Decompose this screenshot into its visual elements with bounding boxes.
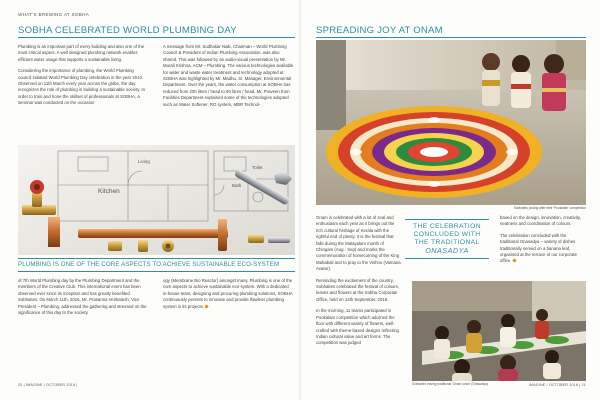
onam-photo: [316, 40, 586, 205]
pull-caption: PLUMBING IS ONE OF THE CORE ASPECTS TO ACHIEVE SUSTAINABLE ECO-SYSTEM: [18, 261, 280, 268]
pull-quote-line: CONCLUDED WITH: [413, 231, 481, 238]
paragraph: Onam is celebrated with a lot of zeal and enthusiasm each year as it brings out the rich cultural heritage of Kerala with the rightful end of plenty. It is the festival that falls during the Malayalam month of Chingam (Aug - Sep) and marks the commemoration of homecoming of the King Mahabali and to pray to the Vishnu (Vamana Avatar).: [316, 215, 401, 272]
copper-pipe: [78, 229, 228, 238]
end-mark-icon: [512, 259, 516, 263]
end-mark-icon: [205, 304, 209, 308]
article-column-4: [163, 278, 294, 315]
pookalam-flower-carpet: [326, 106, 542, 198]
group-of-women: [482, 53, 566, 111]
plumbing-photo: [18, 145, 295, 255]
copper-pipe-vertical: [218, 219, 227, 251]
paragraph: [500, 233, 586, 265]
blueprint-label-living: Living: [138, 159, 150, 164]
plumbing-headline: SOBHA CELEBRATED WORLD PLUMBING DAY: [18, 25, 237, 36]
pull-quote-line: THE TRADITIONAL: [414, 239, 480, 246]
paragraph: of 7th World Plumbing day by the Plumbing Department and the members of the Creative Club. This international event has been observed ever since its inception and has greatly benefited Sobhaites. On March 11th, 2016, Mr. Prasanna Venkatesh, Vice President – Plumbing, addressed the gathering and stressed on the significance of this day to the society.: [18, 278, 147, 316]
article-column-1: [316, 215, 401, 352]
article-column-3: [500, 215, 586, 270]
paragraph: Considering the importance of plumbing, the World Plumbing council initiated World Plumbing Day celebration in the year 2010. Observed on 11th March every year across the globe, the day recognizes the role of plumbing in building a sustainable society. In order to train and hone the skillset of professionals at SOBHA, a seminar was conducted on the occasion: [18, 68, 145, 106]
caption-bottom-rule: [18, 271, 295, 272]
page-footer-left: 20 | IMAGINE / OCTOBER 2016 |: [18, 383, 78, 387]
pull-quote: [405, 219, 489, 259]
right-page: [300, 0, 600, 400]
onasadya-scene: [412, 281, 586, 381]
section-label: WHAT'S BREWING AT SOBHA: [18, 12, 90, 17]
onasadya-photo-caption: Sobhaites having traditional 'Onam lunch' (Onasadya): [412, 382, 488, 386]
pull-quote-rule-bottom: [405, 258, 489, 259]
paragraph: Plumbing is an important part of every building and also one of the most critical aspect. A well designed plumbing network enables efficient water usage that supports a sustainable living.: [18, 44, 145, 62]
blueprint-label-toilet: Toilet: [252, 165, 263, 170]
blueprint-label-kitchen: Kitchen: [98, 188, 120, 195]
caption-top-rule: [18, 258, 295, 259]
paragraph: based on the design, innovation, creativity, neatness and coordination of colours.: [500, 215, 581, 227]
headline-rule: [316, 37, 586, 38]
pull-quote-line: ONASADYA: [425, 246, 469, 255]
paragraph-text: ogy (Membrane Bio Reactor) amongst many. Plumbing is one of the core aspects to achieve sustainable eco-system. With a dedicated in-house team, designing and procuring plumbing solutions, SOBHA continuously persists to innovate and provide flawless plumbing system in its projects.: [163, 278, 293, 309]
plumbing-illustration: [18, 145, 295, 255]
paragraph-text: The celebration concluded with the traditional Onasadya – variety of dishes traditionally served on a banana leaf, organised at the terrace of our corporate office.: [500, 232, 577, 264]
onasadya-photo: [412, 281, 586, 381]
paragraph: In the morning, 11 teams participated in Pookalam competition which adorned the floor with different variety of flowers, well-crafted with theme-based designs reflecting Indian cultural value and art forms. The competition was judged: [316, 308, 399, 346]
blueprint-label-bath: Bath: [232, 183, 242, 188]
pull-quote-text: [405, 223, 489, 255]
paragraph: A message from Mr. Sudhakar Naik, Chairman – World Plumbing Council & President of Indian Plumbing Association, was also shared. This was followed by an audio-visual presentation by Mr. Murali Krishna, AGM – Plumbing. The various technologies available for water and waste water treatment and technology adopted at SOBHA was highlighted by Mr. Madhu, Sr. Manager, Environmental Department. Over the years, the water consumption at SOBHA has reduced from 200 litres / head to 90 litres / head. Mr. Praveen from Facilities Department explained some of the technologies adopted such as Water Softener, RO system, MBR Technol-: [163, 44, 294, 107]
headline-rule: [18, 37, 295, 38]
pull-quote-rule-top: [405, 219, 489, 220]
page-footer-right: IMAGINE / OCTOBER 2016 | 21: [528, 383, 586, 387]
pookalam-scene: [316, 40, 586, 205]
article-column-2: [163, 44, 294, 113]
pull-quote-line: THE CELEBRATION: [413, 223, 481, 230]
article-column-3: [18, 278, 148, 321]
onam-headline: SPREADING JOY AT ONAM: [316, 25, 443, 36]
paragraph: [163, 278, 294, 310]
onam-photo-caption: Sobhaites posing after their 'Pookalam' competition: [513, 206, 586, 210]
article-column-1: [18, 44, 148, 112]
paragraph: Reminding the excitement of the country, Sobhaites celebrated the festival of colours, leaves and flowers at the Sobha Corporate Office, held on 14th September, 2016.: [316, 277, 400, 302]
